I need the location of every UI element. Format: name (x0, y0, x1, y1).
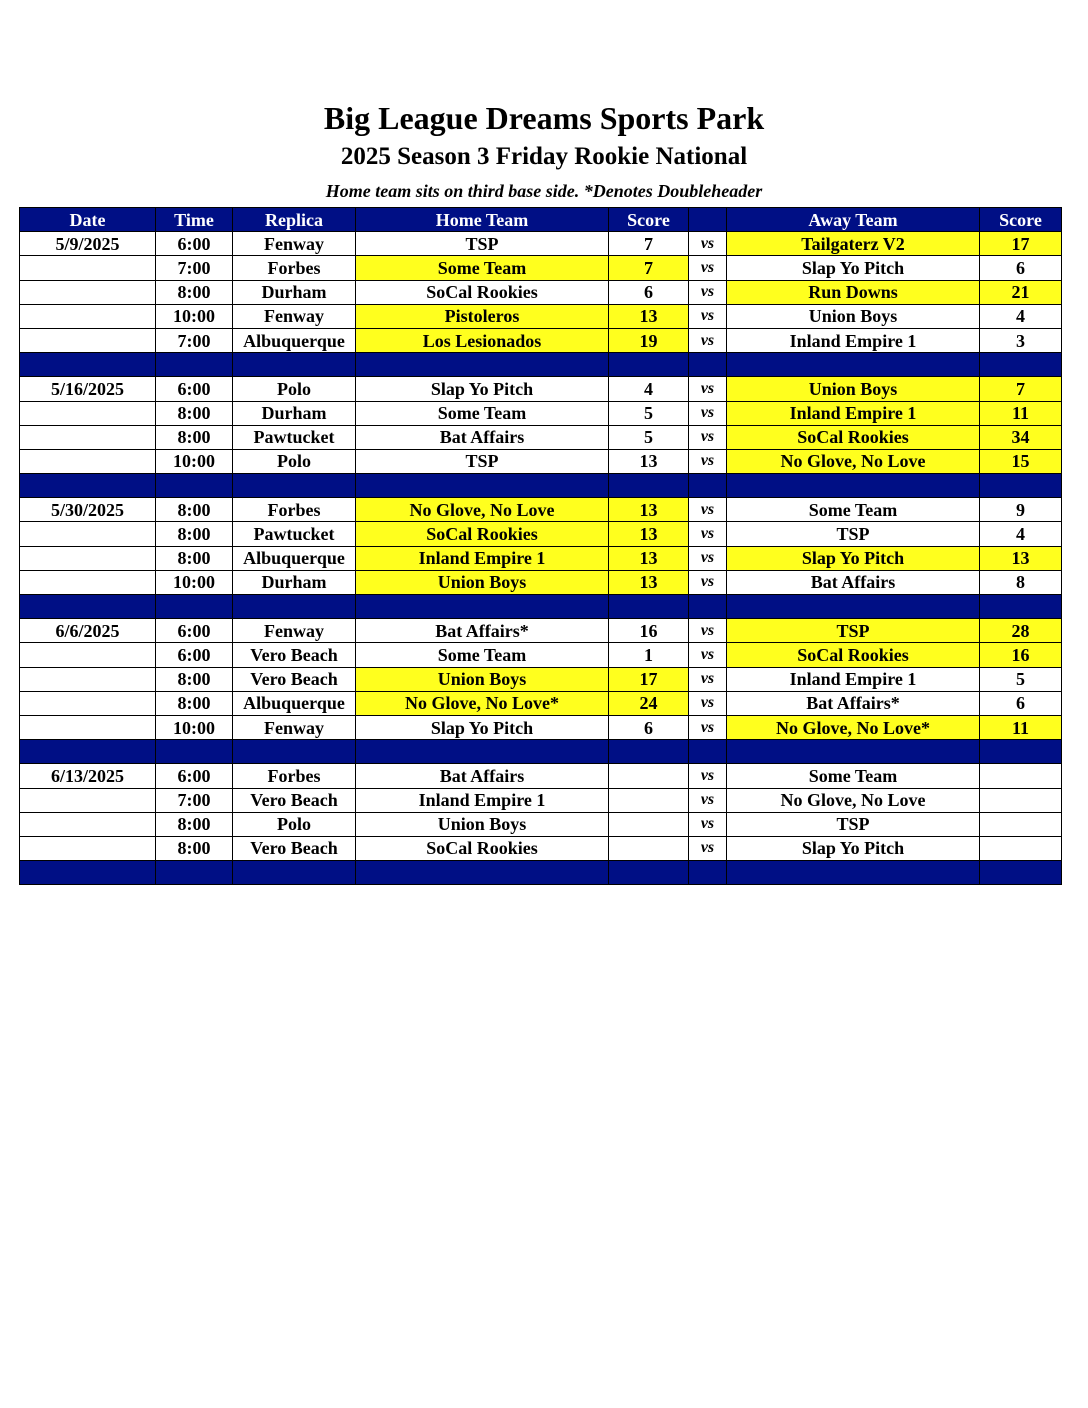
game-replica: Vero Beach (233, 836, 356, 860)
separator-cell (233, 353, 356, 377)
game-date (20, 522, 156, 546)
home-team: Union Boys (356, 570, 609, 594)
home-team: No Glove, No Love (356, 498, 609, 522)
away-team: SoCal Rookies (727, 425, 980, 449)
game-row (20, 570, 1062, 594)
game-replica: Forbes (233, 498, 356, 522)
away-team: Some Team (727, 498, 980, 522)
vs-label: vs (689, 836, 727, 860)
game-time: 8:00 (156, 401, 233, 425)
game-time: 8:00 (156, 667, 233, 691)
away-team: Run Downs (727, 280, 980, 304)
home-team: Some Team (356, 401, 609, 425)
game-replica: Polo (233, 812, 356, 836)
vs-label: vs (689, 280, 727, 304)
game-row (20, 691, 1062, 715)
game-row (20, 328, 1062, 352)
vs-label: vs (689, 546, 727, 570)
home-score (609, 812, 689, 836)
game-row (20, 449, 1062, 473)
game-time: 6:00 (156, 377, 233, 401)
game-row (20, 232, 1062, 256)
game-row (20, 256, 1062, 280)
away-team: No Glove, No Love (727, 449, 980, 473)
away-score: 4 (980, 304, 1062, 328)
col-home-score-header: Score (609, 208, 689, 232)
week-separator-row (20, 861, 1062, 885)
away-score: 7 (980, 377, 1062, 401)
away-score (980, 812, 1062, 836)
home-score: 5 (609, 401, 689, 425)
col-away-team-header: Away Team (727, 208, 980, 232)
game-date: 6/13/2025 (20, 764, 156, 788)
game-replica: Forbes (233, 764, 356, 788)
game-time: 6:00 (156, 619, 233, 643)
home-score: 16 (609, 619, 689, 643)
home-score: 13 (609, 546, 689, 570)
home-team: TSP (356, 232, 609, 256)
home-score: 6 (609, 715, 689, 739)
away-team: Bat Affairs (727, 570, 980, 594)
home-team: Slap Yo Pitch (356, 715, 609, 739)
game-replica: Vero Beach (233, 667, 356, 691)
game-row (20, 643, 1062, 667)
game-replica: Vero Beach (233, 788, 356, 812)
separator-cell (980, 353, 1062, 377)
away-team: No Glove, No Love* (727, 715, 980, 739)
game-replica: Fenway (233, 619, 356, 643)
away-score: 6 (980, 256, 1062, 280)
separator-cell (20, 474, 156, 498)
away-score: 8 (980, 570, 1062, 594)
game-row (20, 498, 1062, 522)
away-team: Slap Yo Pitch (727, 256, 980, 280)
home-team: Union Boys (356, 812, 609, 836)
game-row (20, 764, 1062, 788)
col-replica-header: Replica (233, 208, 356, 232)
home-team: Los Lesionados (356, 328, 609, 352)
game-date (20, 401, 156, 425)
away-score: 3 (980, 328, 1062, 352)
vs-label: vs (689, 619, 727, 643)
home-team: Bat Affairs (356, 425, 609, 449)
home-score: 5 (609, 425, 689, 449)
home-score (609, 788, 689, 812)
away-score: 9 (980, 498, 1062, 522)
game-row (20, 619, 1062, 643)
game-time: 7:00 (156, 328, 233, 352)
separator-cell (980, 474, 1062, 498)
home-team: Some Team (356, 643, 609, 667)
separator-cell (233, 474, 356, 498)
game-replica: Fenway (233, 304, 356, 328)
schedule-note: Home team sits on third base side. *Denotes Doubleheader (325, 181, 763, 201)
game-date (20, 425, 156, 449)
game-date (20, 643, 156, 667)
vs-label: vs (689, 232, 727, 256)
home-score: 13 (609, 449, 689, 473)
vs-label: vs (689, 570, 727, 594)
away-score: 28 (980, 619, 1062, 643)
away-score: 17 (980, 232, 1062, 256)
game-date (20, 280, 156, 304)
home-score: 24 (609, 691, 689, 715)
separator-cell (980, 861, 1062, 885)
game-replica: Pawtucket (233, 425, 356, 449)
away-team: No Glove, No Love (727, 788, 980, 812)
separator-cell (233, 740, 356, 764)
separator-cell (609, 595, 689, 619)
separator-cell (356, 740, 609, 764)
game-replica: Vero Beach (233, 643, 356, 667)
game-replica: Forbes (233, 256, 356, 280)
game-time: 10:00 (156, 449, 233, 473)
separator-cell (609, 861, 689, 885)
vs-label: vs (689, 812, 727, 836)
separator-cell (20, 595, 156, 619)
vs-label: vs (689, 788, 727, 812)
vs-label: vs (689, 715, 727, 739)
away-score: 13 (980, 546, 1062, 570)
game-time: 8:00 (156, 280, 233, 304)
home-score: 17 (609, 667, 689, 691)
away-team: Union Boys (727, 377, 980, 401)
vs-label: vs (689, 691, 727, 715)
home-score: 13 (609, 498, 689, 522)
game-row (20, 715, 1062, 739)
away-team: Inland Empire 1 (727, 401, 980, 425)
home-team: Bat Affairs (356, 764, 609, 788)
game-date: 5/30/2025 (20, 498, 156, 522)
separator-cell (356, 861, 609, 885)
game-time: 6:00 (156, 232, 233, 256)
away-team: SoCal Rookies (727, 643, 980, 667)
game-date (20, 328, 156, 352)
separator-cell (20, 740, 156, 764)
vs-label: vs (689, 256, 727, 280)
game-time: 8:00 (156, 425, 233, 449)
home-score: 7 (609, 232, 689, 256)
separator-cell (609, 474, 689, 498)
home-team: SoCal Rookies (356, 836, 609, 860)
home-team: Pistoleros (356, 304, 609, 328)
away-score: 5 (980, 667, 1062, 691)
game-time: 8:00 (156, 546, 233, 570)
game-date: 5/16/2025 (20, 377, 156, 401)
game-row (20, 401, 1062, 425)
game-row (20, 836, 1062, 860)
game-replica: Durham (233, 570, 356, 594)
home-score: 13 (609, 304, 689, 328)
away-score: 34 (980, 425, 1062, 449)
home-score: 13 (609, 522, 689, 546)
away-team: Inland Empire 1 (727, 328, 980, 352)
separator-cell (609, 740, 689, 764)
game-replica: Pawtucket (233, 522, 356, 546)
away-team: Inland Empire 1 (727, 667, 980, 691)
game-replica: Albuquerque (233, 546, 356, 570)
game-time: 6:00 (156, 764, 233, 788)
vs-label: vs (689, 764, 727, 788)
col-home-team-header: Home Team (356, 208, 609, 232)
separator-cell (20, 353, 156, 377)
game-date (20, 788, 156, 812)
season-subtitle: 2025 Season 3 Friday Rookie National (340, 143, 748, 170)
game-row (20, 667, 1062, 691)
header-row (20, 208, 1062, 232)
game-replica: Albuquerque (233, 691, 356, 715)
vs-label: vs (689, 643, 727, 667)
vs-label: vs (689, 498, 727, 522)
home-team: TSP (356, 449, 609, 473)
game-row (20, 788, 1062, 812)
vs-label: vs (689, 304, 727, 328)
game-time: 8:00 (156, 812, 233, 836)
away-score: 16 (980, 643, 1062, 667)
vs-label: vs (689, 522, 727, 546)
away-score: 11 (980, 715, 1062, 739)
game-replica: Fenway (233, 715, 356, 739)
game-time: 7:00 (156, 256, 233, 280)
separator-cell (156, 740, 233, 764)
separator-cell (727, 740, 980, 764)
separator-cell (156, 861, 233, 885)
page-title: Big League Dreams Sports Park (323, 100, 765, 136)
game-date (20, 304, 156, 328)
week-separator-row (20, 595, 1062, 619)
game-replica: Durham (233, 280, 356, 304)
home-score: 13 (609, 570, 689, 594)
separator-cell (689, 740, 727, 764)
home-team: No Glove, No Love* (356, 691, 609, 715)
game-time: 10:00 (156, 304, 233, 328)
week-separator-row (20, 474, 1062, 498)
separator-cell (689, 353, 727, 377)
game-date (20, 667, 156, 691)
separator-cell (980, 740, 1062, 764)
separator-cell (727, 861, 980, 885)
game-date: 6/6/2025 (20, 619, 156, 643)
game-row (20, 425, 1062, 449)
separator-cell (689, 474, 727, 498)
separator-cell (356, 474, 609, 498)
separator-cell (156, 353, 233, 377)
home-team: Union Boys (356, 667, 609, 691)
separator-cell (689, 861, 727, 885)
away-team: TSP (727, 522, 980, 546)
away-team: Tailgaterz V2 (727, 232, 980, 256)
schedule-body (20, 232, 1062, 885)
home-team: Inland Empire 1 (356, 788, 609, 812)
home-score: 7 (609, 256, 689, 280)
game-row (20, 546, 1062, 570)
game-time: 10:00 (156, 570, 233, 594)
week-separator-row (20, 353, 1062, 377)
away-score: 15 (980, 449, 1062, 473)
away-score: 4 (980, 522, 1062, 546)
home-score: 1 (609, 643, 689, 667)
game-time: 10:00 (156, 715, 233, 739)
home-score: 6 (609, 280, 689, 304)
separator-cell (727, 595, 980, 619)
away-team: Some Team (727, 764, 980, 788)
away-score (980, 764, 1062, 788)
home-score (609, 836, 689, 860)
away-score: 6 (980, 691, 1062, 715)
separator-cell (689, 595, 727, 619)
home-team: Inland Empire 1 (356, 546, 609, 570)
home-team: Some Team (356, 256, 609, 280)
game-time: 8:00 (156, 498, 233, 522)
col-away-score-header: Score (980, 208, 1062, 232)
game-date (20, 570, 156, 594)
vs-label: vs (689, 667, 727, 691)
separator-cell (356, 353, 609, 377)
separator-cell (156, 474, 233, 498)
separator-cell (233, 595, 356, 619)
col-time-header: Time (156, 208, 233, 232)
game-date: 5/9/2025 (20, 232, 156, 256)
game-time: 6:00 (156, 643, 233, 667)
vs-label: vs (689, 425, 727, 449)
separator-cell (609, 353, 689, 377)
home-score: 19 (609, 328, 689, 352)
away-score: 11 (980, 401, 1062, 425)
game-replica: Fenway (233, 232, 356, 256)
game-date (20, 715, 156, 739)
week-separator-row (20, 740, 1062, 764)
home-score: 4 (609, 377, 689, 401)
game-replica: Polo (233, 377, 356, 401)
vs-label: vs (689, 449, 727, 473)
separator-cell (980, 595, 1062, 619)
game-date (20, 812, 156, 836)
away-team: TSP (727, 619, 980, 643)
game-row (20, 304, 1062, 328)
game-row (20, 280, 1062, 304)
away-score (980, 788, 1062, 812)
home-team: SoCal Rookies (356, 280, 609, 304)
game-replica: Durham (233, 401, 356, 425)
game-date (20, 449, 156, 473)
away-score (980, 836, 1062, 860)
game-row (20, 812, 1062, 836)
game-time: 7:00 (156, 788, 233, 812)
game-date (20, 836, 156, 860)
home-team: Bat Affairs* (356, 619, 609, 643)
schedule-table (19, 207, 1062, 885)
away-team: Slap Yo Pitch (727, 836, 980, 860)
vs-label: vs (689, 328, 727, 352)
home-team: Slap Yo Pitch (356, 377, 609, 401)
game-time: 8:00 (156, 836, 233, 860)
away-team: Bat Affairs* (727, 691, 980, 715)
home-team: SoCal Rookies (356, 522, 609, 546)
game-row (20, 377, 1062, 401)
separator-cell (20, 861, 156, 885)
game-replica: Polo (233, 449, 356, 473)
away-team: Union Boys (727, 304, 980, 328)
separator-cell (356, 595, 609, 619)
game-date (20, 256, 156, 280)
separator-cell (233, 861, 356, 885)
vs-label: vs (689, 401, 727, 425)
away-team: Slap Yo Pitch (727, 546, 980, 570)
vs-label: vs (689, 377, 727, 401)
separator-cell (727, 474, 980, 498)
home-score (609, 764, 689, 788)
game-row (20, 522, 1062, 546)
game-time: 8:00 (156, 522, 233, 546)
game-date (20, 691, 156, 715)
col-date-header: Date (20, 208, 156, 232)
game-date (20, 546, 156, 570)
game-replica: Albuquerque (233, 328, 356, 352)
separator-cell (727, 353, 980, 377)
away-score: 21 (980, 280, 1062, 304)
away-team: TSP (727, 812, 980, 836)
game-time: 8:00 (156, 691, 233, 715)
col-vs-header (689, 208, 727, 232)
separator-cell (156, 595, 233, 619)
